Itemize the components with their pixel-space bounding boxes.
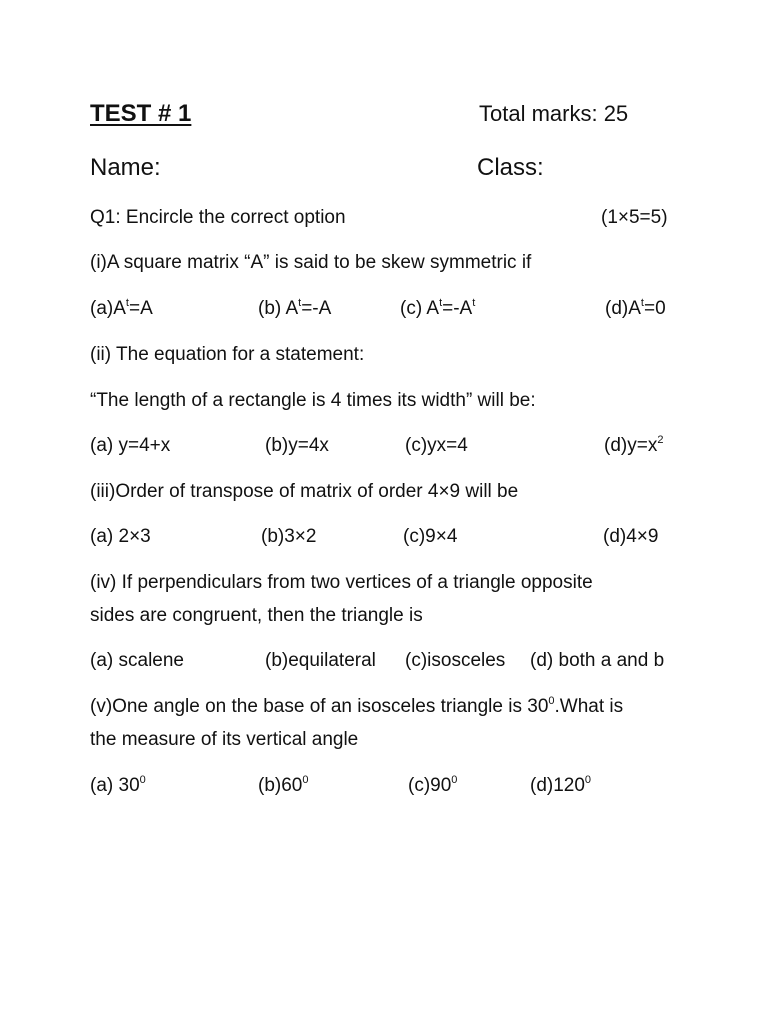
option-b[interactable]: (b)3×2	[261, 526, 317, 547]
q1-marks: (1×5=5)	[601, 207, 668, 228]
option-a[interactable]: (a) y=4+x	[90, 435, 171, 456]
question-stem-continued: sides are congruent, then the triangle is	[90, 605, 423, 626]
name-label: Name:	[90, 154, 161, 181]
question-stem-continued: the measure of its vertical angle	[90, 729, 359, 750]
option-b[interactable]: (b) $A^t=-A$	[258, 297, 332, 319]
question-stem: (v)One angle on the base of an isosceles triangle is $30^0.What$ is	[90, 695, 624, 717]
question-stem-continued: “The length of a rectangle is 4 times its width” will be:	[90, 390, 536, 411]
option-d[interactable]: (d)4×9	[603, 526, 659, 547]
option-a[interactable]: (a) $30^0$	[90, 774, 146, 796]
option-a[interactable]: (a) scalene	[90, 650, 184, 671]
option-c[interactable]: (c)isosceles	[405, 650, 506, 671]
total-marks: Total marks: 25	[479, 101, 629, 126]
question-stem: (iii)Order of transpose of matrix of order 4×9 will be	[90, 481, 519, 502]
question-stem: (i)A square matrix “A” is said to be skew symmetric if	[90, 252, 532, 273]
option-d[interactable]: (d) both a and b	[530, 650, 665, 671]
option-c[interactable]: (c)9×4	[403, 526, 458, 547]
option-d[interactable]: $(d)A^t=0$	[605, 297, 666, 319]
q1-instruction: Q1: Encircle the correct option	[90, 207, 346, 228]
option-b[interactable]: $(b)60^0$	[258, 774, 309, 796]
option-a[interactable]: $(a)A^t=A$	[90, 297, 153, 319]
question-stem: (iv) If perpendiculars from two vertices of a triangle opposite	[90, 572, 593, 593]
option-d[interactable]: $(d)y=x^2$	[604, 434, 664, 456]
option-b[interactable]: (b)equilateral	[265, 650, 376, 671]
option-c[interactable]: $(c)90^0$	[408, 774, 458, 796]
option-c[interactable]: (c)yx=4	[405, 435, 468, 456]
option-c[interactable]: (c) $A^t=-A^t$	[400, 297, 476, 319]
question-stem: (ii) The equation for a statement:	[90, 344, 365, 365]
test-title: TEST # 1	[90, 100, 192, 127]
option-a[interactable]: (a) 2×3	[90, 526, 151, 547]
class-label: Class:	[477, 154, 544, 181]
option-d[interactable]: $(d)120^0$	[530, 774, 592, 796]
option-b[interactable]: (b)y=4x	[265, 435, 329, 456]
